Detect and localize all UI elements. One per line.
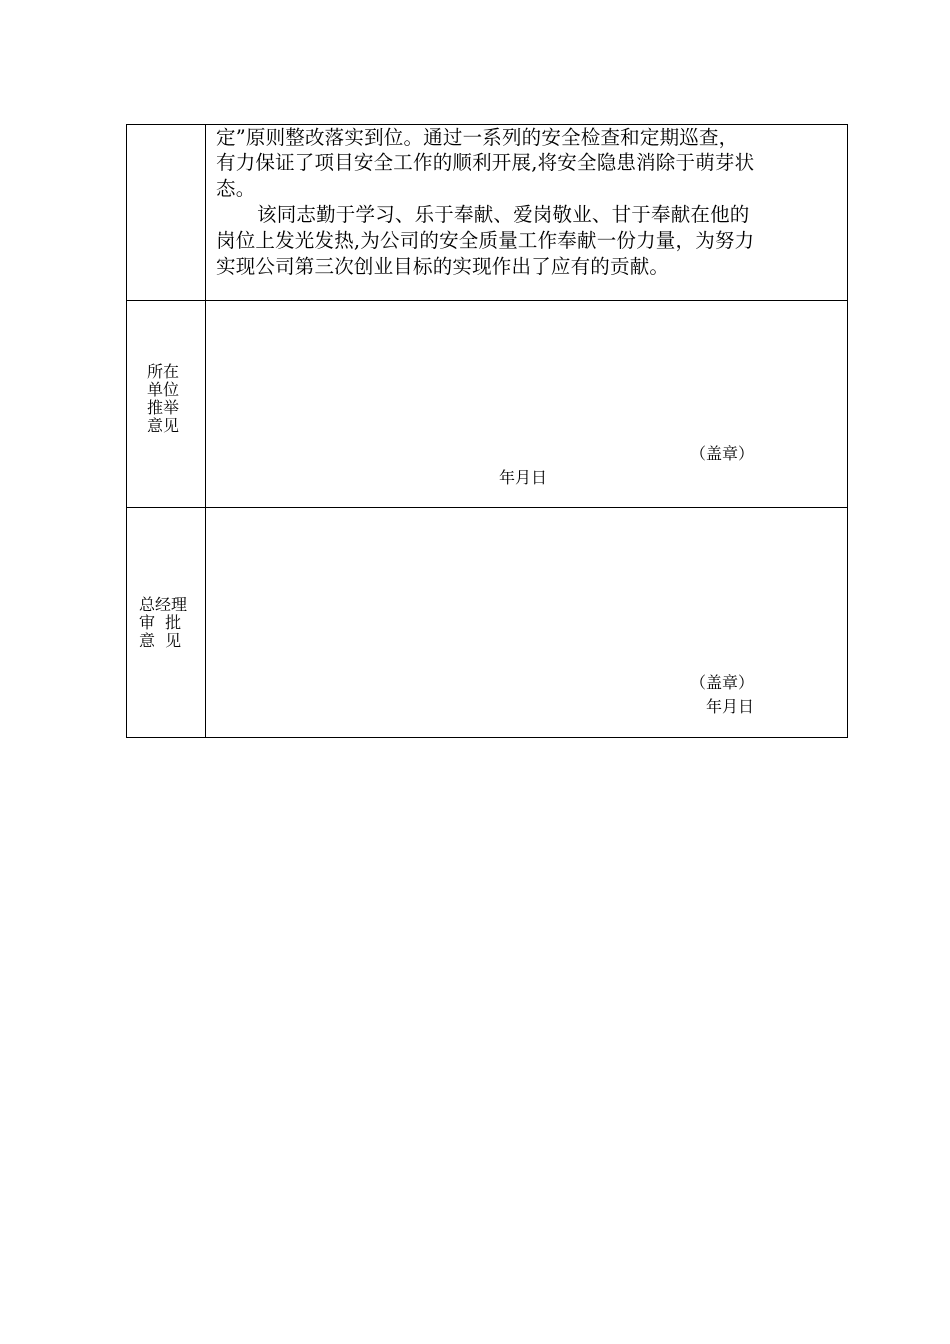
unit-opinion-content-cell: [206, 301, 848, 507]
evaluation-text-cell: [206, 125, 848, 300]
gm-opinion-label-line: 意 见: [139, 631, 182, 650]
unit-seal-text: （盖章）: [690, 444, 755, 463]
gm-opinion-label-line: 审 批: [139, 613, 182, 632]
gm-opinion-label-cell: [127, 508, 206, 737]
unit-opinion-row: [127, 301, 848, 508]
evaluation-text-line: 实现公司第三次创业目标的实现作出了应有的贡献。: [216, 255, 670, 278]
evaluation-text-line: 岗位上发光发热,为公司的安全质量工作奉献一份力量，为努力: [216, 229, 755, 252]
recommendation-form-table: [126, 124, 848, 738]
gm-seal-text: （盖章）: [690, 673, 755, 692]
unit-opinion-label-line: 单位: [147, 380, 180, 399]
unit-opinion-label-line: 所在: [147, 362, 180, 381]
evaluation-text-line: 态。: [216, 177, 256, 200]
unit-opinion-label-cell: [127, 301, 206, 507]
evaluation-text-line: 该同志勤于学习、乐于奉献、爱岗敬业、甘于奉献在他的: [257, 203, 750, 226]
evaluation-text-line: 有力保证了项目安全工作的顺利开展,将安全隐患消除于萌芽状: [216, 151, 755, 174]
unit-date-text: 年月日: [499, 468, 548, 487]
gm-opinion-row: [127, 508, 848, 738]
evaluation-row: [127, 125, 848, 301]
evaluation-text-line: 定”原则整改落实到位。通过一系列的安全检查和定期巡查，: [216, 126, 739, 149]
evaluation-label-cell: [127, 125, 206, 300]
gm-opinion-label: [139, 596, 199, 650]
gm-opinion-label-line: 总经理: [139, 595, 188, 614]
gm-date-text: 年月日: [706, 697, 755, 716]
unit-opinion-label-line: 推举: [147, 398, 180, 417]
unit-opinion-label-line: 意见: [147, 416, 180, 435]
gm-opinion-content-cell: [206, 508, 848, 737]
unit-opinion-label: [147, 363, 187, 435]
